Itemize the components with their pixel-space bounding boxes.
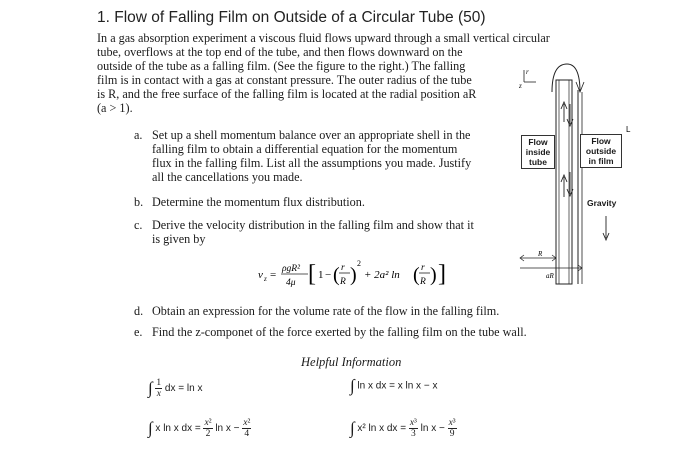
item-line: Determine the momentum flux distribution.: [152, 195, 365, 209]
eq-lhs-sub: z: [264, 275, 267, 283]
z-axis-label: z: [519, 82, 522, 90]
eq-lhs: v: [258, 269, 263, 281]
problem-title: 1. Flow of Falling Film on Outside of a Circular Tube (50): [97, 9, 486, 26]
item-line: Set up a shell momentum balance over an appropriate shell in the: [152, 128, 471, 142]
eq-square: 2: [357, 259, 361, 268]
item-label: d.: [134, 304, 144, 318]
item-line: falling film to obtain a differential equation for the momentum: [152, 142, 458, 157]
formula-2: ∫ ln x dx = x ln x − x: [350, 376, 438, 395]
eq-minus: −: [325, 269, 332, 281]
eq-r: r: [341, 263, 345, 273]
eq-bracket-close: ]: [438, 261, 446, 287]
item-label: e.: [134, 325, 143, 339]
eq-coef-den: 4μ: [286, 278, 296, 288]
item-line: Derive the velocity distribution in the falling film and show that it: [152, 218, 474, 232]
tube-figure-svg: [512, 52, 632, 292]
formula-1: ∫ $\frac{1}{x}$ dx = ln x: [148, 378, 203, 399]
intro-line: In a gas absorption experiment a viscous fluid flows upward through a small vertical circular: [97, 31, 550, 45]
eq-R2: R: [420, 277, 426, 287]
intro-line: is R, and the free surface of the falling film is located at the radial position aR: [97, 87, 477, 102]
intro-line: (a > 1).: [97, 101, 133, 116]
eq-r2: r: [421, 263, 425, 273]
flow-outside-label: Flow outside in film: [580, 134, 622, 168]
intro-line: outside of the tube as a falling film. (See the figure to the right.) The falling: [97, 59, 466, 74]
L-label: L: [626, 125, 631, 134]
item-line: Obtain an expression for the volume rate of the flow in the falling film.: [152, 304, 500, 318]
equation-svg: [258, 256, 468, 292]
item-line: is given by: [152, 232, 206, 247]
eq-coef-num: ρgR²: [282, 264, 300, 274]
R-label: R: [538, 250, 543, 258]
eq-one: 1: [318, 269, 324, 281]
velocity-equation: [258, 256, 468, 292]
eq-paren-close: ): [350, 264, 357, 286]
intro-line: film is in contact with a gas at constant pressure. The outer radius of the tube: [97, 73, 472, 88]
eq-plus-term: + 2a² ln: [364, 269, 400, 281]
eq-paren2-close: ): [430, 264, 437, 286]
item-label: c.: [134, 218, 143, 232]
helpful-heading: Helpful Information: [301, 355, 402, 369]
item-a: [134, 128, 514, 188]
eq-paren2-open: (: [413, 264, 420, 286]
item-line: Find the z-componet of the force exerted by the falling film on the tube wall.: [152, 325, 527, 339]
eq-R: R: [340, 277, 346, 287]
aR-label: aR: [546, 272, 554, 280]
item-e: [134, 325, 594, 341]
item-line: flux in the falling film. List all the assumptions you made. Justify: [152, 156, 472, 171]
eq-equals: =: [270, 269, 277, 281]
formula-4: ∫ x² ln x dx = $\frac{\text{x³}}{3}$ ln x − $\frac{\text{x³}}{9}$: [350, 418, 456, 439]
eq-paren-open: (: [333, 264, 340, 286]
item-label: b.: [134, 195, 144, 209]
item-line: all the cancellations you made.: [152, 170, 303, 185]
gravity-label: Gravity: [587, 198, 617, 208]
item-label: a.: [134, 128, 143, 142]
item-c: [134, 218, 514, 248]
intro-paragraph: [97, 31, 550, 116]
intro-line: tube, overflows at the top end of the tube, and then flows downward on the: [97, 45, 463, 60]
flow-inside-label: Flow inside tube: [521, 135, 555, 169]
item-b: [134, 195, 514, 211]
r-axis-label: r: [526, 68, 529, 76]
tube-figure: [512, 52, 632, 292]
eq-bracket-open: [: [308, 261, 316, 287]
item-d: [134, 304, 594, 320]
formula-3: ∫ x ln x dx = $\frac{\text{x²}}{2}$ ln x − $\frac{\text{x²}}{4}$: [148, 418, 251, 439]
